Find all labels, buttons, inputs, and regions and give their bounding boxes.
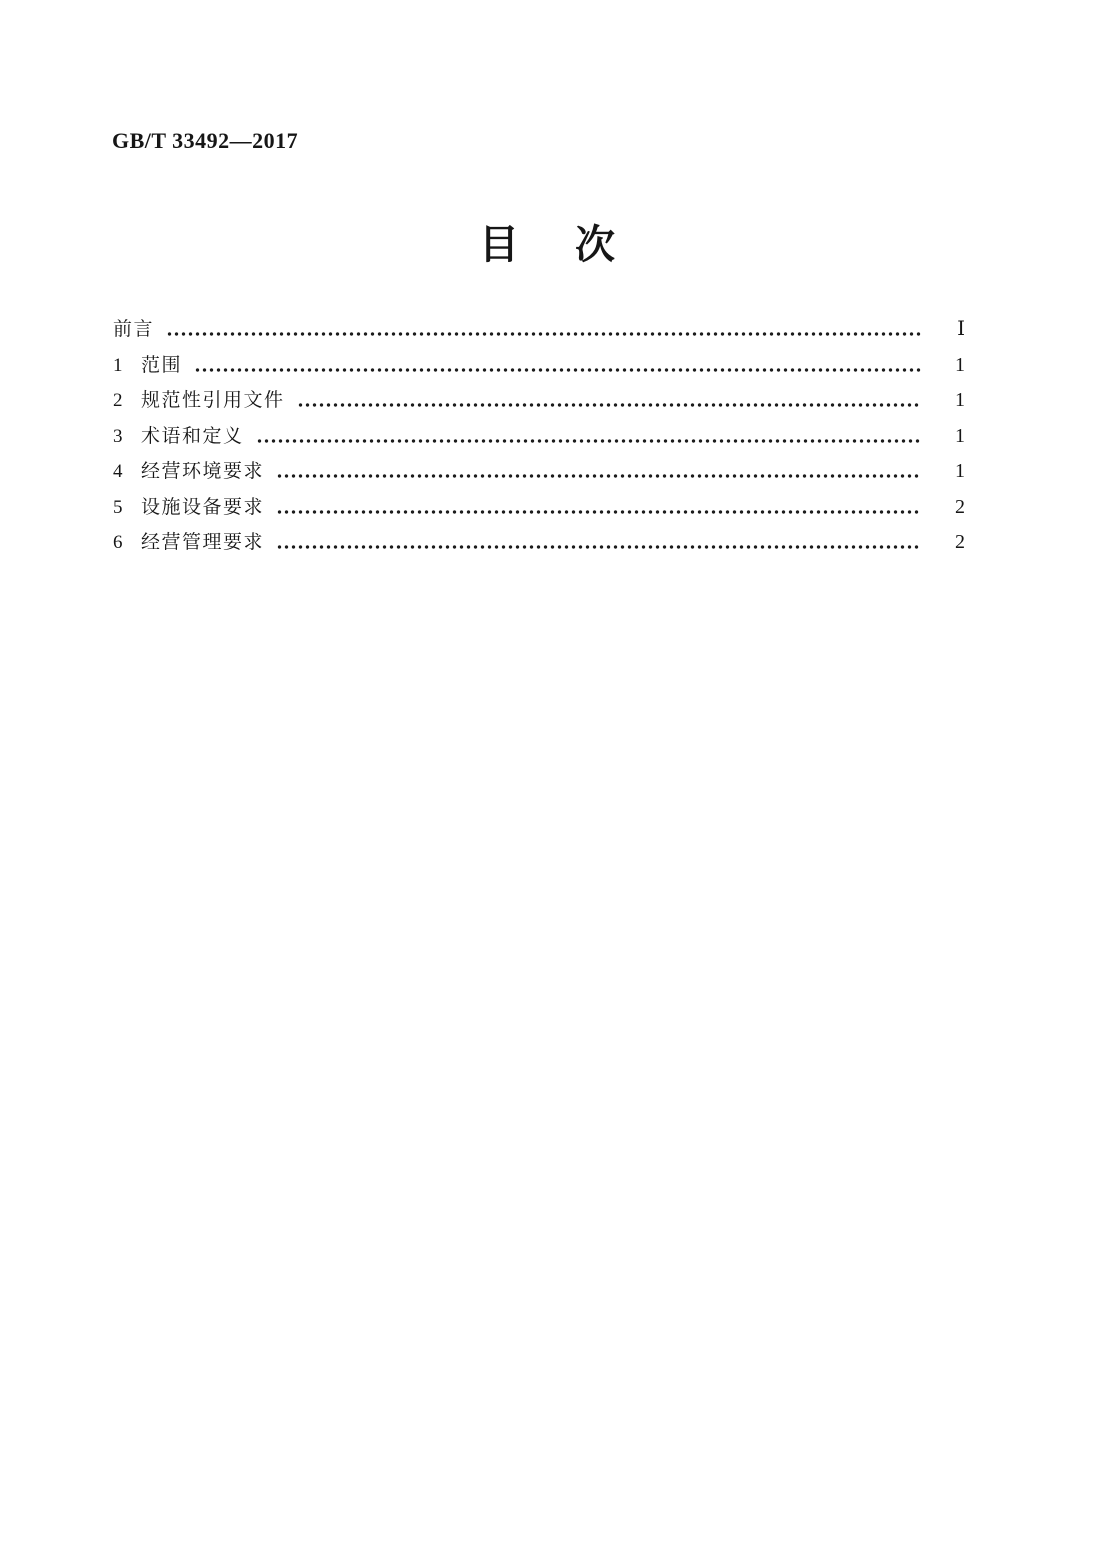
dot-leader — [166, 331, 921, 337]
toc-entry-page: 2 — [955, 531, 965, 553]
toc-entry-label: 经营管理要求 — [141, 532, 265, 553]
dot-leader — [276, 473, 921, 479]
toc-entry-label: 范围 — [141, 354, 183, 376]
toc-entry-number: 4 — [113, 461, 123, 482]
toc-entry-page: Ⅰ — [957, 318, 965, 340]
toc-entry-scope — [113, 348, 965, 384]
dot-leader — [297, 402, 921, 408]
toc-entry-label: 前言 — [113, 319, 155, 340]
dot-leader — [256, 438, 921, 444]
toc-entry-normative-references — [113, 383, 965, 419]
toc-entry-number: 5 — [113, 496, 123, 518]
toc-entry-page: 1 — [955, 353, 965, 376]
toc-entry-number: 1 — [113, 354, 123, 376]
standard-number: GB/T 33492—2017 — [112, 128, 299, 153]
table-of-contents — [113, 312, 965, 561]
toc-entry-number: 6 — [113, 532, 123, 553]
toc-entry-business-management — [113, 525, 965, 561]
toc-entry-facilities-equipment — [113, 490, 965, 526]
toc-entry-foreword — [113, 312, 965, 348]
toc-entry-label: 设施设备要求 — [141, 496, 265, 518]
toc-entry-number: 3 — [113, 425, 123, 447]
toc-entry-terms-definitions — [113, 419, 965, 455]
toc-entry-page: 1 — [955, 460, 965, 482]
toc-entry-number: 2 — [113, 390, 123, 411]
page-title: 目 次 — [479, 223, 623, 267]
toc-entry-label: 术语和定义 — [141, 425, 244, 447]
toc-entry-page: 2 — [955, 495, 965, 518]
toc-entry-page: 1 — [955, 389, 965, 411]
dot-leader — [276, 544, 921, 550]
toc-entry-label: 经营环境要求 — [141, 461, 265, 482]
toc-entry-business-environment — [113, 454, 965, 490]
dot-leader — [194, 367, 921, 373]
dot-leader — [276, 509, 921, 515]
toc-entry-label: 规范性引用文件 — [141, 390, 285, 411]
toc-entry-page: 1 — [955, 424, 965, 447]
